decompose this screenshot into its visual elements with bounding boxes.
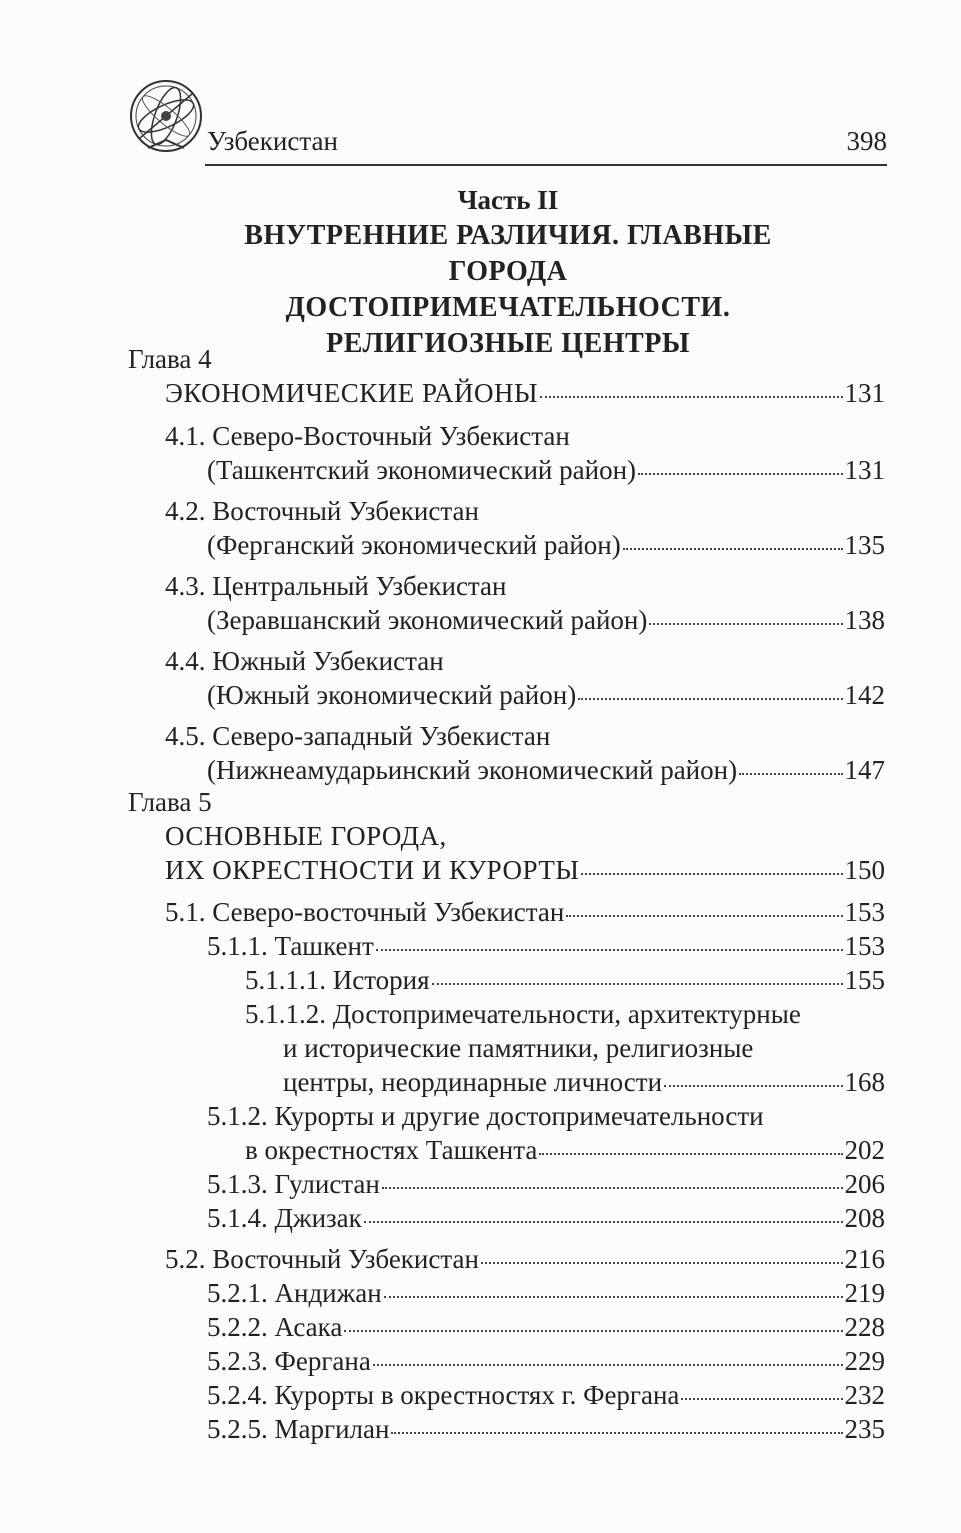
toc-entry-page: 202	[844, 1135, 885, 1165]
toc-entry-5-1-1-2-line-2: и исторические памятники, религиозные	[283, 1033, 754, 1063]
toc-entry-page: 131	[844, 455, 885, 485]
part-heading-line-3: РЕЛИГИОЗНЫЕ ЦЕНТРЫ	[326, 328, 690, 359]
chapter-5-title-line-1: ОСНОВНЫЕ ГОРОДА,	[165, 821, 447, 851]
leader-dots	[344, 1330, 842, 1332]
toc-entry-page: 168	[844, 1067, 885, 1097]
leader-dots	[539, 1153, 842, 1155]
toc-entry-title: центры, неординарные личности	[283, 1067, 663, 1097]
toc-entry-page: 131	[844, 378, 885, 408]
leader-dots	[739, 773, 842, 775]
toc-entry-5-1-2-line-1: 5.1.2. Курорты и другие достопримечательности	[207, 1101, 764, 1131]
toc-entry-5-1-3[interactable]	[207, 1167, 885, 1201]
toc-entry-title: 5.1.1.1. История	[245, 965, 430, 995]
toc-entry-page: 147	[844, 755, 885, 785]
leader-dots	[581, 873, 842, 875]
toc-entry-4-4[interactable]	[207, 678, 885, 712]
chapter-4-label: Глава 4	[128, 344, 212, 374]
leader-dots	[664, 1085, 842, 1087]
leader-dots	[540, 396, 842, 398]
leader-dots	[681, 1398, 842, 1400]
toc-entry-4-5-line-1: 4.5. Северо-западный Узбекистан	[165, 721, 551, 751]
toc-entry-5-2-5[interactable]	[207, 1412, 885, 1446]
toc-entry-title: 5.1.1. Ташкент	[207, 931, 374, 961]
toc-entry-4-1[interactable]	[207, 453, 885, 487]
toc-entry-page: 219	[844, 1278, 885, 1308]
toc-entry-page: 206	[844, 1169, 885, 1199]
toc-entry-4-1-line-1: 4.1. Северо-Восточный Узбекистан	[165, 421, 570, 451]
part-label: Часть II	[457, 185, 559, 215]
toc-entry-page: 153	[844, 931, 885, 961]
leader-dots	[364, 1221, 843, 1223]
toc-entry-page: 150	[844, 855, 885, 885]
chapter-5-label: Глава 5	[128, 787, 212, 817]
toc-entry-5-2[interactable]	[165, 1242, 885, 1276]
leader-dots	[481, 1262, 843, 1264]
toc-entry-page: 135	[844, 530, 885, 560]
toc-entry-4-3-line-1: 4.3. Центральный Узбекистан	[165, 571, 507, 601]
toc-entry-title: (Нижнеамударьинский экономический район)	[207, 755, 738, 785]
page-number: 398	[846, 126, 887, 156]
toc-entry-title: в окрестностях Ташкента	[245, 1135, 538, 1165]
leader-dots	[649, 623, 842, 625]
leader-dots	[432, 983, 843, 985]
toc-entry-page: 229	[844, 1346, 885, 1376]
toc-entry-5-1-1-2[interactable]	[283, 1065, 885, 1099]
toc-entry-page: 228	[844, 1312, 885, 1342]
toc-entry-page: 208	[844, 1203, 885, 1233]
toc-entry-title: (Зеравшанский экономический район)	[207, 605, 648, 635]
toc-entry-page: 142	[844, 680, 885, 710]
leader-dots	[578, 698, 842, 700]
leader-dots	[623, 548, 843, 550]
toc-entry-page: 235	[844, 1414, 885, 1444]
toc-entry-5-1[interactable]	[165, 895, 885, 929]
toc-entry-5-1-1-1[interactable]	[245, 963, 885, 997]
toc-entry-title: 5.1.4. Джизак	[207, 1203, 362, 1233]
part-heading-line-1: ВНУТРЕННИЕ РАЗЛИЧИЯ. ГЛАВНЫЕ ГОРОДА	[244, 220, 772, 287]
toc-entry-page: 216	[844, 1244, 885, 1274]
toc-entry-title: 5.1. Северо-восточный Узбекистан	[165, 897, 565, 927]
leader-dots	[384, 1296, 843, 1298]
toc-entry-title: (Ташкентский экономический район)	[207, 455, 637, 485]
toc-entry-5-1-2[interactable]	[245, 1133, 885, 1167]
toc-entry-title: 5.2.1. Андижан	[207, 1278, 382, 1308]
leader-dots	[566, 915, 842, 917]
leader-dots	[376, 949, 843, 951]
toc-entry-chapter-5[interactable]	[165, 853, 885, 887]
toc-entry-title: (Ферганский экономический район)	[207, 530, 621, 560]
header-rule	[205, 164, 887, 166]
toc-entry-4-3[interactable]	[207, 603, 885, 637]
running-title: Узбекистан	[207, 126, 338, 156]
toc-entry-4-4-line-1: 4.4. Южный Узбекистан	[165, 646, 444, 676]
leader-dots	[382, 1187, 843, 1189]
toc-entry-4-5[interactable]	[207, 753, 885, 787]
toc-entry-title: 5.2.5. Маргилан	[207, 1414, 390, 1444]
part-title-block	[198, 182, 818, 362]
toc-entry-page: 153	[844, 897, 885, 927]
running-head	[207, 124, 887, 158]
toc-entry-title: ЭКОНОМИЧЕСКИЕ РАЙОНЫ	[165, 378, 539, 408]
toc-entry-chapter-4[interactable]	[165, 376, 885, 410]
toc-entry-title: ИХ ОКРЕСТНОСТИ И КУРОРТЫ	[165, 855, 580, 885]
toc-entry-5-1-1[interactable]	[207, 929, 885, 963]
toc-entry-title: (Южный экономический район)	[207, 680, 577, 710]
toc-entry-title: 5.1.3. Гулистан	[207, 1169, 380, 1199]
part-heading-line-2: ДОСТОПРИМЕЧАТЕЛЬНОСТИ.	[285, 292, 731, 323]
toc-entry-4-2-line-1: 4.2. Восточный Узбекистан	[165, 496, 479, 526]
toc-entry-title: 5.2.3. Фергана	[207, 1346, 371, 1376]
toc-entry-5-2-4[interactable]	[207, 1378, 885, 1412]
leader-dots	[638, 473, 842, 475]
toc-entry-title: 5.2. Восточный Узбекистан	[165, 1244, 479, 1274]
leader-dots	[391, 1432, 842, 1434]
leader-dots	[373, 1364, 843, 1366]
toc-entry-title: 5.2.2. Асака	[207, 1312, 343, 1342]
toc-entry-5-2-3[interactable]	[207, 1344, 885, 1378]
toc-entry-page: 155	[844, 965, 885, 995]
toc-entry-5-1-4[interactable]	[207, 1201, 885, 1235]
toc-entry-5-1-1-2-line-1: 5.1.1.2. Достопримечательности, архитектурные	[245, 999, 801, 1029]
toc-entry-4-2[interactable]	[207, 528, 885, 562]
toc-entry-page: 138	[844, 605, 885, 635]
armillary-sphere-emblem-icon	[128, 78, 204, 154]
toc-entry-5-2-1[interactable]	[207, 1276, 885, 1310]
toc-entry-page: 232	[844, 1380, 885, 1410]
toc-entry-title: 5.2.4. Курорты в окрестностях г. Фергана	[207, 1380, 680, 1410]
toc-entry-5-2-2[interactable]	[207, 1310, 885, 1344]
